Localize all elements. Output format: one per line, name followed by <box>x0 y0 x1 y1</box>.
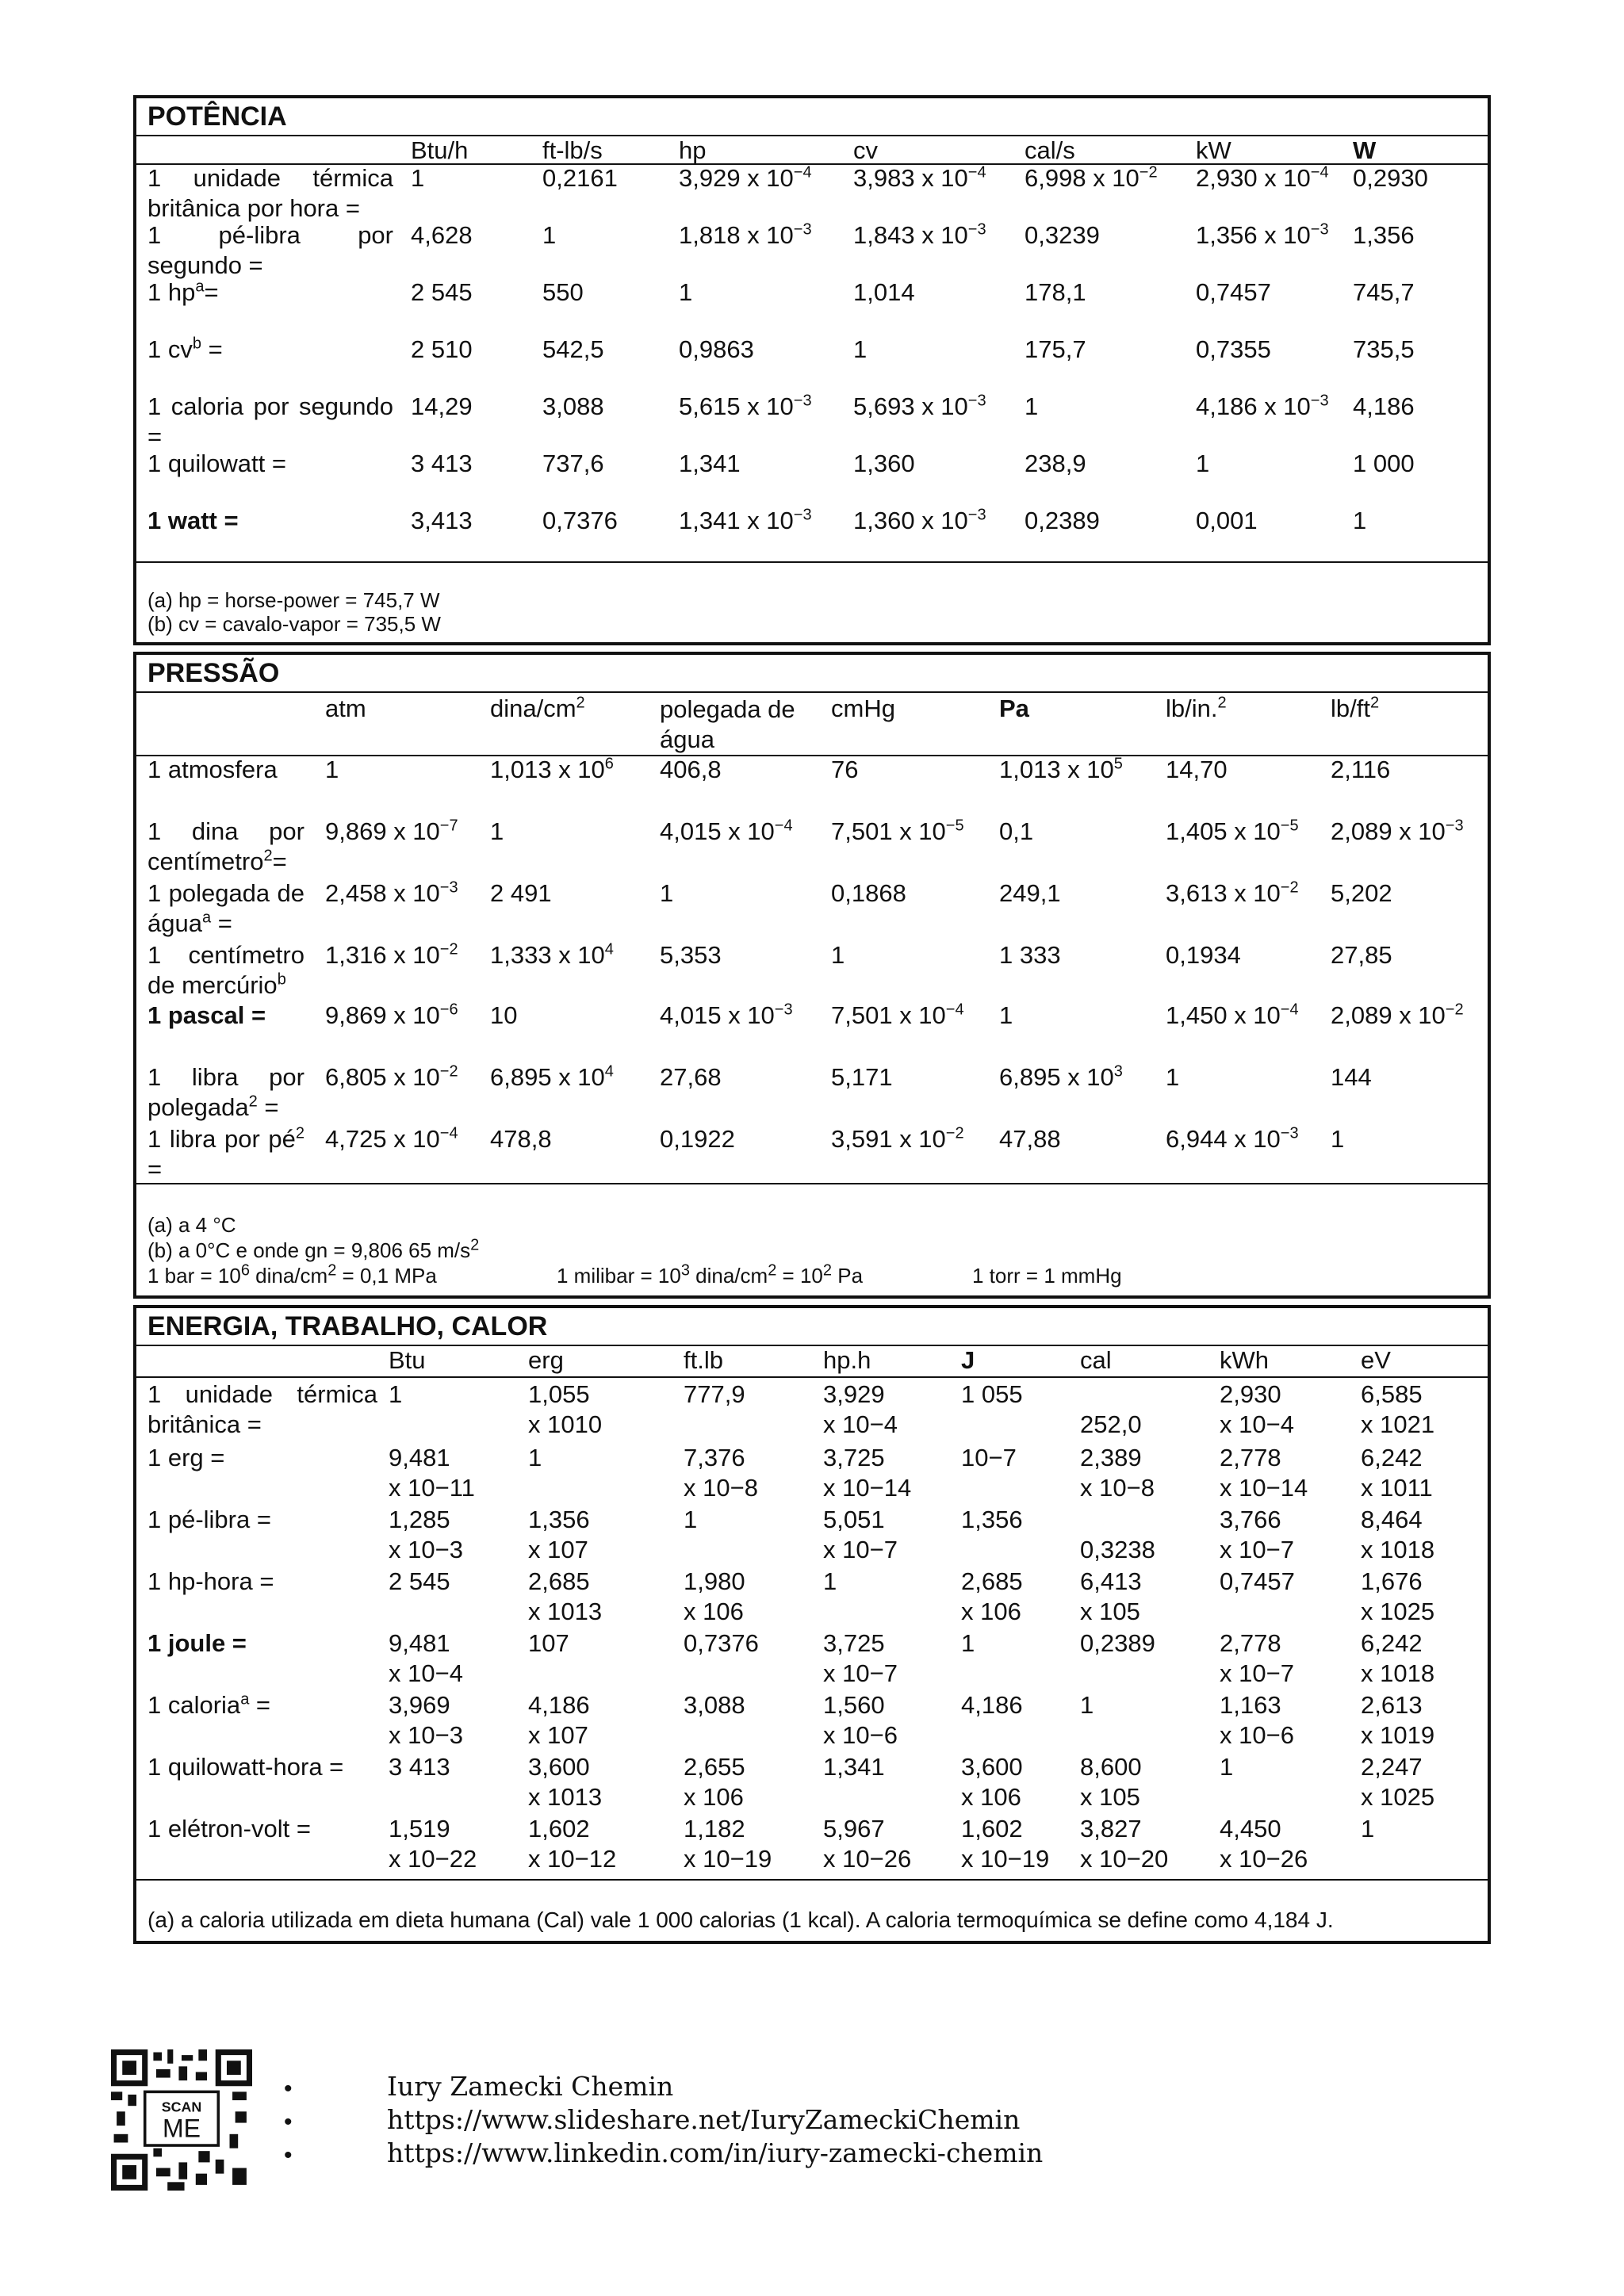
energy-cell: 9,481 <box>389 1444 450 1471</box>
energy-cell: 777,9 <box>684 1380 745 1408</box>
energy-cell-exp: x 10−14 <box>1220 1474 1308 1502</box>
pressure-cell: 27,68 <box>660 1063 722 1091</box>
energy-cell-exp: x 1018 <box>1361 1536 1435 1563</box>
power-cell: 1 <box>411 164 425 192</box>
power-cell: 238,9 <box>1025 450 1086 477</box>
pressure-note-b: (b) a 0°C e onde gn = 9,806 65 $m/s^2$ <box>147 1236 480 1262</box>
energy-cell-exp: x 1025 <box>1361 1783 1435 1811</box>
pressure-cell: 2 491 <box>490 879 552 907</box>
bullet-1: • <box>284 2076 293 2102</box>
power-cell: 737,6 <box>542 450 604 477</box>
power-cell: 0,7457 <box>1196 278 1271 306</box>
pressure-row-label: 1 atmosfera <box>147 756 278 783</box>
energy-cell: 3,766 <box>1220 1506 1281 1533</box>
pressure-cell: 1 <box>999 1001 1013 1029</box>
energy-cell: 6,242 <box>1361 1629 1423 1657</box>
pressure-cell: 0,1 <box>999 817 1034 845</box>
pressure-row-label: 1 libra por polegada$^2$ = <box>147 1063 304 1121</box>
pressure-cell: 6,944 x $10^{-3}$ <box>1166 1124 1299 1153</box>
energy-cell: 1,980 <box>684 1567 745 1595</box>
energy-title: ENERGIA, TRABALHO, CALOR <box>147 1311 548 1341</box>
pressure-cell: 0,1922 <box>660 1125 735 1153</box>
pressure-row-label: 1 centímetro de mercúrio$^b$ <box>147 941 304 999</box>
power-cell: 1,843 x $10^{-3}$ <box>853 220 986 249</box>
power-row-label: 1 caloria por segundo = <box>147 392 393 450</box>
linkedin-link[interactable]: https://www.linkedin.com/in/iury-zamecki-chemin <box>387 2137 1044 2168</box>
pressure-cell: 10 <box>490 1001 518 1029</box>
power-cell: 1,014 <box>853 278 915 306</box>
pressure-cell: 1,450 x $10^{-4}$ <box>1166 1001 1299 1029</box>
power-note-b: (b) cv = cavalo-vapor = 735,5 W <box>147 612 441 636</box>
energy-header: ft.lb <box>684 1346 723 1374</box>
pressure-cell: 6,805 x $10^{-2}$ <box>325 1062 458 1091</box>
pressure-cell: 144 <box>1331 1063 1372 1091</box>
power-header: W <box>1353 136 1377 164</box>
energy-cell-exp: x 10−20 <box>1080 1845 1169 1873</box>
power-row-label: 1 quilowatt = <box>147 450 286 477</box>
power-cell: 1,356 <box>1353 221 1415 249</box>
energy-cell: 6,413 <box>1080 1567 1142 1595</box>
energy-cell: 5,967 <box>823 1815 885 1843</box>
power-row-label: 1 $hp^a=$ <box>147 277 219 306</box>
energy-cell: 10−7 <box>961 1444 1017 1471</box>
energy-cell-exp: x 10−22 <box>389 1845 477 1873</box>
energy-row-label: 1 caloria$^a$ = <box>147 1690 271 1719</box>
pressure-cell: 5,353 <box>660 941 722 969</box>
energy-row-label: 1 erg = <box>147 1444 225 1471</box>
energy-cell: 1 <box>1220 1753 1234 1781</box>
pressure-cell: 9,869 x $10^{-7}$ <box>325 817 458 845</box>
energy-cell: 2,389 <box>1080 1444 1142 1471</box>
energy-cell-exp: x 106 <box>684 1783 744 1811</box>
power-cell: 735,5 <box>1353 335 1415 363</box>
energy-cell-exp: x 106 <box>961 1598 1021 1625</box>
energy-cell: 1,356 <box>528 1506 590 1533</box>
energy-cell-exp: x 106 <box>684 1598 744 1625</box>
energy-cell-exp: x 1019 <box>1361 1721 1435 1749</box>
energy-cell-exp: x 10−3 <box>389 1721 463 1749</box>
power-header: Btu/h <box>411 136 469 164</box>
slideshare-link[interactable]: https://www.slideshare.net/IuryZameckiChemin <box>387 2104 1021 2135</box>
energy-cell: 1 055 <box>961 1380 1023 1408</box>
pressure-cell: 1 333 <box>999 941 1061 969</box>
power-cell: 175,7 <box>1025 335 1086 363</box>
power-cell: 3,088 <box>542 392 604 420</box>
power-cell: 4,186 <box>1353 392 1415 420</box>
power-cell: 0,001 <box>1196 507 1258 534</box>
power-row-label: 1 watt = <box>147 507 239 534</box>
qr-scan-text: SCAN <box>161 2099 202 2115</box>
pressure-cell: 7,501 x $10^{-4}$ <box>831 1001 964 1029</box>
energy-cell: 6,242 <box>1361 1444 1423 1471</box>
energy-cell-exp: x 105 <box>1080 1598 1140 1625</box>
pressure-note-bar: 1 bar = $10^6$ dina/$cm^2 = 0,1$ MPa <box>147 1261 437 1288</box>
pressure-cell: 1,013 x $10^5$ <box>999 755 1123 783</box>
power-cell: 2 545 <box>411 278 473 306</box>
pressure-cell: 1 <box>831 941 845 969</box>
energy-cell-exp: x 10−8 <box>1080 1474 1155 1502</box>
pressure-header: atm <box>325 695 366 722</box>
pressure-header: Pa <box>999 695 1029 722</box>
energy-cell: 2,778 <box>1220 1629 1281 1657</box>
power-cell: 1,341 <box>679 450 741 477</box>
power-row-label: 1 pé-libra por segundo = <box>147 221 393 279</box>
pressure-cell: 1 <box>325 756 339 783</box>
pressure-row-label: 1 libra por $pé^2$ = <box>147 1124 304 1183</box>
power-cell: 1 <box>1025 392 1039 420</box>
energy-cell-exp: x 10−26 <box>823 1845 912 1873</box>
energy-cell-exp: x 10−7 <box>823 1659 898 1687</box>
energy-cell-exp: x 10−19 <box>961 1845 1050 1873</box>
pressure-cell: 1 <box>490 817 504 845</box>
bullet-2: • <box>284 2109 293 2135</box>
pressure-cell: 6,895 x $10^3$ <box>999 1062 1123 1091</box>
energy-cell: 2,247 <box>1361 1753 1423 1781</box>
power-cell: 0,9863 <box>679 335 754 363</box>
pressure-cell: 1,013 x $10^6$ <box>490 755 614 783</box>
energy-row-label: 1 pé-libra = <box>147 1506 271 1533</box>
power-cell: 0,3239 <box>1025 221 1100 249</box>
power-header: cv <box>853 136 878 164</box>
energy-cell: 1 <box>684 1506 698 1533</box>
energy-table <box>133 1305 1491 1944</box>
power-cell: 1,360 x $10^{-3}$ <box>853 506 986 534</box>
energy-cell-exp: x 10−8 <box>684 1474 758 1502</box>
pressure-cell: 1 <box>1166 1063 1180 1091</box>
energy-header: Btu <box>389 1346 426 1374</box>
energy-cell: 3,088 <box>684 1691 745 1719</box>
power-cell: 1 000 <box>1353 450 1415 477</box>
energy-cell: 3,600 <box>528 1753 590 1781</box>
pressure-header: $lb/ft^2$ <box>1331 694 1380 722</box>
power-cell: 4,628 <box>411 221 473 249</box>
energy-cell: 3,725 <box>823 1629 885 1657</box>
pressure-cell: 1,333 x $10^4$ <box>490 940 614 969</box>
pressure-cell: 0,1868 <box>831 879 906 907</box>
power-cell: 3 413 <box>411 450 473 477</box>
power-cell: 3,929 x $10^{-4}$ <box>679 163 812 192</box>
energy-cell-exp: x 10−19 <box>684 1845 772 1873</box>
energy-cell-exp: x 107 <box>528 1721 588 1749</box>
power-cell: 5,615 x $10^{-3}$ <box>679 392 812 420</box>
energy-header: cal <box>1080 1346 1112 1374</box>
pressure-cell: 249,1 <box>999 879 1061 907</box>
pressure-cell: 9,869 x $10^{-6}$ <box>325 1001 458 1029</box>
energy-cell: 0,7457 <box>1220 1567 1295 1595</box>
energy-cell: 1,341 <box>823 1753 885 1781</box>
energy-cell: 2,655 <box>684 1753 745 1781</box>
energy-cell-exp: x 10−4 <box>823 1410 898 1438</box>
pressure-cell: 0,1934 <box>1166 941 1241 969</box>
energy-cell: 7,376 <box>684 1444 745 1471</box>
energy-cell: 1 <box>961 1629 975 1657</box>
energy-cell: 2,930 <box>1220 1380 1281 1408</box>
energy-cell: 1 <box>823 1567 837 1595</box>
energy-cell-exp: x 10−7 <box>1220 1659 1294 1687</box>
power-cell: 1,818 x $10^{-3}$ <box>679 220 812 249</box>
power-table <box>133 95 1491 645</box>
pressure-cell: 4,015 x $10^{-4}$ <box>660 817 793 845</box>
power-cell: 6,998 x $10^{-2}$ <box>1025 163 1158 192</box>
pressure-row-label: 1 polegada de água$^a$ = <box>147 879 304 937</box>
energy-cell-exp: x 1010 <box>528 1410 603 1438</box>
power-cell: 2 510 <box>411 335 473 363</box>
energy-cell: 3,929 <box>823 1380 885 1408</box>
pressure-cell: 4,015 x $10^{-3}$ <box>660 1001 793 1029</box>
pressure-cell: 2,089 x $10^{-3}$ <box>1331 817 1464 845</box>
pressure-header: lb/in.$^2$ <box>1166 694 1227 722</box>
energy-cell-exp: x 10−11 <box>389 1474 475 1502</box>
pressure-table <box>133 652 1491 1299</box>
energy-cell: 1 <box>1080 1691 1094 1719</box>
pressure-header: dina/$cm^2$ <box>490 694 585 722</box>
energy-cell-exp: x 1021 <box>1361 1410 1435 1438</box>
pressure-title: PRESSÃO <box>147 658 280 688</box>
power-header: cal/s <box>1025 136 1075 164</box>
energy-cell: 8,600 <box>1080 1753 1142 1781</box>
energy-header: eV <box>1361 1346 1391 1374</box>
energy-cell: 6,585 <box>1361 1380 1423 1408</box>
power-cell: 4,186 x $10^{-3}$ <box>1196 392 1329 420</box>
power-cell: 1 <box>542 221 557 249</box>
energy-row-label: 1 elétron-volt = <box>147 1815 311 1843</box>
qr-code-icon <box>111 2049 252 2191</box>
energy-cell-exp: x 10−6 <box>1220 1721 1294 1749</box>
pressure-cell: 2,458 x $10^{-3}$ <box>325 878 458 907</box>
pressure-row-label: 1 pascal = <box>147 1001 266 1029</box>
pressure-cell: 76 <box>831 756 859 783</box>
power-cell: 3,413 <box>411 507 473 534</box>
energy-cell: 3,969 <box>389 1691 450 1719</box>
energy-cell: 4,186 <box>961 1691 1023 1719</box>
energy-cell: 3,600 <box>961 1753 1023 1781</box>
energy-cell-exp: x 10−4 <box>1220 1410 1294 1438</box>
energy-cell: 1,602 <box>961 1815 1023 1843</box>
energy-cell-exp: x 10−7 <box>823 1536 898 1563</box>
pressure-note-milibar: 1 milibar = $10^3$ dina/$cm^2 = 10^2$ Pa <box>557 1261 864 1288</box>
energy-cell-exp: x 10−7 <box>1220 1536 1294 1563</box>
pressure-note-a: (a) a 4 °C <box>147 1213 236 1237</box>
pressure-cell: 5,202 <box>1331 879 1392 907</box>
energy-cell: 1,163 <box>1220 1691 1281 1719</box>
energy-header: erg <box>528 1346 564 1374</box>
power-note-a: (a) hp = horse-power = 745,7 W <box>147 588 440 612</box>
power-cell: 0,2161 <box>542 164 618 192</box>
pressure-cell: 1,316 x $10^{-2}$ <box>325 940 458 969</box>
energy-note-a: (a) a caloria utilizada em dieta humana (Cal) vale 1 000 calorias (1 kcal). A caloria termoquímica se define como 4,184 J. <box>147 1908 1334 1932</box>
energy-header: hp.h <box>823 1346 871 1374</box>
pressure-header: polegada de água <box>660 695 795 753</box>
power-cell: 745,7 <box>1353 278 1415 306</box>
energy-cell: 3 413 <box>389 1753 450 1781</box>
energy-row-label: 1 quilowatt-hora = <box>147 1753 344 1781</box>
energy-cell-exp: x 1025 <box>1361 1598 1435 1625</box>
energy-row-label: 1 joule = <box>147 1629 247 1657</box>
energy-cell-exp: x 106 <box>961 1783 1021 1811</box>
pressure-cell: 4,725 x $10^{-4}$ <box>325 1124 458 1153</box>
power-cell: 0,7355 <box>1196 335 1271 363</box>
energy-row-label: 1 hp-hora = <box>147 1567 274 1595</box>
energy-cell: 2 545 <box>389 1567 450 1595</box>
power-cell: 5,693 x $10^{-3}$ <box>853 392 986 420</box>
energy-cell: 9,481 <box>389 1629 450 1657</box>
energy-cell: 2,778 <box>1220 1444 1281 1471</box>
power-header: hp <box>679 136 707 164</box>
energy-cell-exp: x 105 <box>1080 1783 1140 1811</box>
pressure-cell: 1 <box>660 879 674 907</box>
energy-cell: 1,602 <box>528 1815 590 1843</box>
power-row-label: 1 unidade térmica britânica por hora = <box>147 164 393 222</box>
energy-cell: 8,464 <box>1361 1506 1423 1533</box>
energy-cell-exp: x 10−6 <box>823 1721 898 1749</box>
energy-cell: 1,055 <box>528 1380 590 1408</box>
energy-cell: 0,2389 <box>1080 1629 1155 1657</box>
energy-cell: 2,613 <box>1361 1691 1423 1719</box>
power-cell: 1 <box>1196 450 1210 477</box>
power-cell: 2,930 x $10^{-4}$ <box>1196 163 1329 192</box>
pressure-cell: 47,88 <box>999 1125 1061 1153</box>
pressure-cell: 14,70 <box>1166 756 1228 783</box>
energy-cell: 1,285 <box>389 1506 450 1533</box>
pressure-cell: 27,85 <box>1331 941 1392 969</box>
power-cell: 550 <box>542 278 584 306</box>
pressure-cell: 6,895 x $10^4$ <box>490 1062 614 1091</box>
pressure-cell: 2,116 <box>1331 756 1391 783</box>
pressure-cell: 3,613 x $10^{-2}$ <box>1166 878 1299 907</box>
pressure-cell: 478,8 <box>490 1125 552 1153</box>
energy-cell: 2,685 <box>528 1567 590 1595</box>
energy-cell: 1,560 <box>823 1691 885 1719</box>
power-cell: 1,360 <box>853 450 915 477</box>
energy-cell: 0,3238 <box>1080 1536 1155 1563</box>
pressure-row-label: 1 dina por centímetro$^2$= <box>147 817 304 875</box>
energy-cell: 1 <box>389 1380 403 1408</box>
energy-cell: 4,450 <box>1220 1815 1281 1843</box>
power-header: ft-lb/s <box>542 136 603 164</box>
energy-cell-exp: x 107 <box>528 1536 588 1563</box>
energy-cell: 1,182 <box>684 1815 745 1843</box>
energy-cell: 0,7376 <box>684 1629 759 1657</box>
power-cell: 178,1 <box>1025 278 1086 306</box>
power-cell: 1 <box>853 335 868 363</box>
energy-header: kWh <box>1220 1346 1269 1374</box>
energy-cell: 1,356 <box>961 1506 1023 1533</box>
power-cell: 1,356 x $10^{-3}$ <box>1196 220 1329 249</box>
energy-cell-exp: x 10−14 <box>823 1474 912 1502</box>
energy-cell-exp: x 1013 <box>528 1783 603 1811</box>
power-cell: 542,5 <box>542 335 604 363</box>
energy-cell-exp: x 1013 <box>528 1598 603 1625</box>
power-header: kW <box>1196 136 1231 164</box>
qr-me-text: ME <box>162 2114 201 2143</box>
pressure-header: cmHg <box>831 695 895 722</box>
energy-cell: 1 <box>1361 1815 1375 1843</box>
energy-cell-exp: x 1011 <box>1361 1474 1433 1502</box>
energy-cell: 1,519 <box>389 1815 450 1843</box>
power-cell: 0,7376 <box>542 507 618 534</box>
energy-cell: 4,186 <box>528 1691 590 1719</box>
pressure-cell: 1,405 x $10^{-5}$ <box>1166 817 1299 845</box>
pressure-cell: 5,171 <box>831 1063 893 1091</box>
power-cell: 0,2389 <box>1025 507 1100 534</box>
energy-cell: 1 <box>528 1444 542 1471</box>
power-cell: 1 <box>679 278 693 306</box>
energy-cell: 1,676 <box>1361 1567 1423 1595</box>
power-cell: 1,341 x $10^{-3}$ <box>679 506 812 534</box>
energy-cell: 5,051 <box>823 1506 885 1533</box>
energy-cell: 3,827 <box>1080 1815 1142 1843</box>
energy-cell-exp: x 1018 <box>1361 1659 1435 1687</box>
power-cell: 14,29 <box>411 392 473 420</box>
power-cell: 3,983 x $10^{-4}$ <box>853 163 986 192</box>
bullet-3: • <box>284 2142 293 2168</box>
energy-cell-exp: x 10−4 <box>389 1659 463 1687</box>
pressure-cell: 406,8 <box>660 756 722 783</box>
energy-cell-exp: x 10−3 <box>389 1536 463 1563</box>
energy-cell: 107 <box>528 1629 569 1657</box>
pressure-cell: 3,591 x $10^{-2}$ <box>831 1124 964 1153</box>
energy-cell: 3,725 <box>823 1444 885 1471</box>
energy-cell-exp: x 10−12 <box>528 1845 617 1873</box>
energy-row-label: 1 unidade térmica britânica = <box>147 1380 377 1438</box>
pressure-cell: 7,501 x $10^{-5}$ <box>831 817 964 845</box>
pressure-note-torr: 1 torr = 1 mmHg <box>972 1264 1122 1288</box>
power-cell: 1 <box>1353 507 1367 534</box>
power-row-label: 1 $cv^b$ = <box>147 335 223 363</box>
author-name: Iury Zamecki Chemin <box>387 2071 674 2102</box>
energy-cell: 252,0 <box>1080 1410 1142 1438</box>
power-cell: 0,2930 <box>1353 164 1428 192</box>
energy-cell-exp: x 10−26 <box>1220 1845 1308 1873</box>
pressure-cell: 2,089 x $10^{-2}$ <box>1331 1001 1464 1029</box>
energy-header: J <box>961 1346 975 1374</box>
power-title: POTÊNCIA <box>147 101 287 132</box>
energy-cell: 2,685 <box>961 1567 1023 1595</box>
pressure-cell: 1 <box>1331 1125 1345 1153</box>
